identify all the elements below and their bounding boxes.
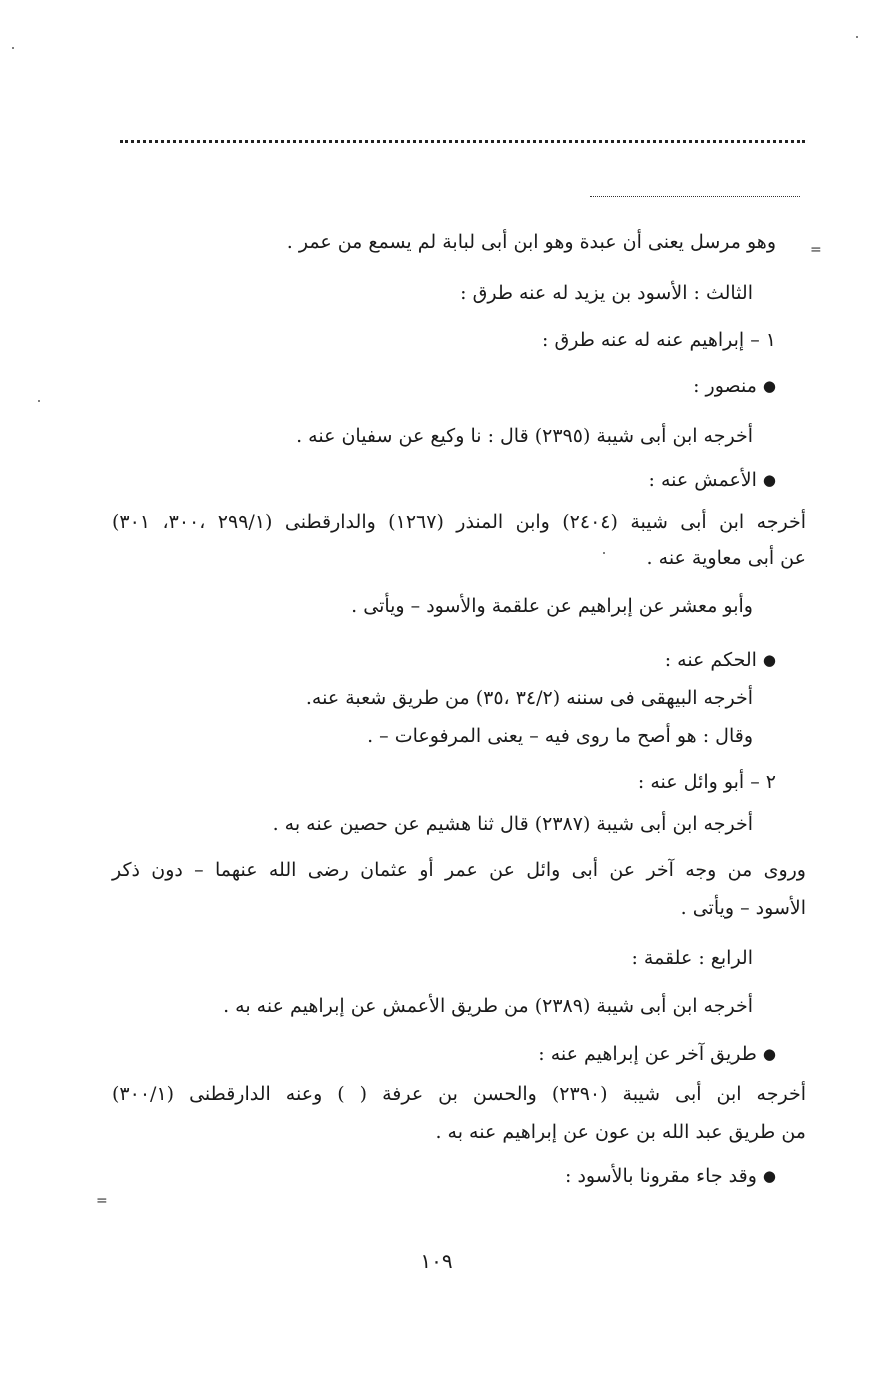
text-line: أخرجه ابن أبى شيبة (٢٣٩٥) قال : نا وكيع عن سفيان عنه . <box>296 425 753 447</box>
bullet-item: ● وقد جاء مقرونا بالأسود : <box>565 1162 776 1191</box>
dotted-separator-small <box>590 196 800 197</box>
text-line: وهو مرسل يعنى أن عبدة وهو ابن أبى لبابة لم يسمع من عمر . <box>286 231 776 253</box>
text-line: أخرجه ابن أبى شيبة (٢٣٨٧) قال ثنا هشيم عن حصين عنه به . <box>272 813 753 835</box>
scan-speck <box>38 400 40 402</box>
text-line: وقال : هو أصح ما روى فيه – يعنى المرفوعات – . <box>367 725 753 747</box>
text-line: أخرجه ابن أبى شيبة (٢٤٠٤) وابن المنذر (١٢٦٧) والدارقطنى (٢٩٩/١ ،٣٠٠، ٣٠١) <box>112 511 807 533</box>
bullet-item: ● الأعمش عنه : <box>649 466 777 495</box>
text-line: وروى من وجه آخر عن أبى وائل عن عمر أو عثمان رضى الله عنهما – دون ذكر <box>112 859 806 881</box>
section-heading: الرابع : علقمة : <box>631 947 753 969</box>
scan-speck <box>603 552 605 554</box>
bullet-item: ● منصور : <box>693 372 776 401</box>
dotted-separator-top <box>120 140 805 143</box>
text-line: وأبو معشر عن إبراهيم عن علقمة والأسود – ويأتى . <box>351 595 753 617</box>
text-line: أخرجه ابن أبى شيبة (٢٣٩٠) والحسن بن عرفة ( ) وعنه الدارقطنى (٣٠٠/١) <box>112 1083 806 1105</box>
bullet-item: ● الحكم عنه : <box>665 646 776 675</box>
text-line: الأسود – ويأتى . <box>680 897 806 919</box>
scan-speck <box>12 47 14 49</box>
section-heading: الثالث : الأسود بن يزيد له عنه طرق : <box>460 282 753 304</box>
numbered-item: ١ – إبراهيم عنه له عنه طرق : <box>542 329 776 351</box>
text-line: من طريق عبد الله بن عون عن إبراهيم عنه به . <box>435 1121 806 1143</box>
scan-speck <box>856 36 858 38</box>
numbered-item: ٢ – أبو وائل عنه : <box>637 771 776 793</box>
margin-mark-left: = <box>96 1193 108 1209</box>
margin-mark: = <box>810 242 822 258</box>
text-line: عن أبى معاوية عنه . <box>646 547 806 569</box>
text-line: أخرجه البيهقى فى سننه (٣٤/٢ ،٣٥) من طريق شعبة عنه. <box>305 687 753 709</box>
page-number: ١٠٩ <box>420 1249 453 1273</box>
bullet-item: ● طريق آخر عن إبراهيم عنه : <box>538 1040 776 1069</box>
text-line: أخرجه ابن أبى شيبة (٢٣٨٩) من طريق الأعمش عن إبراهيم عنه به . <box>223 995 753 1017</box>
